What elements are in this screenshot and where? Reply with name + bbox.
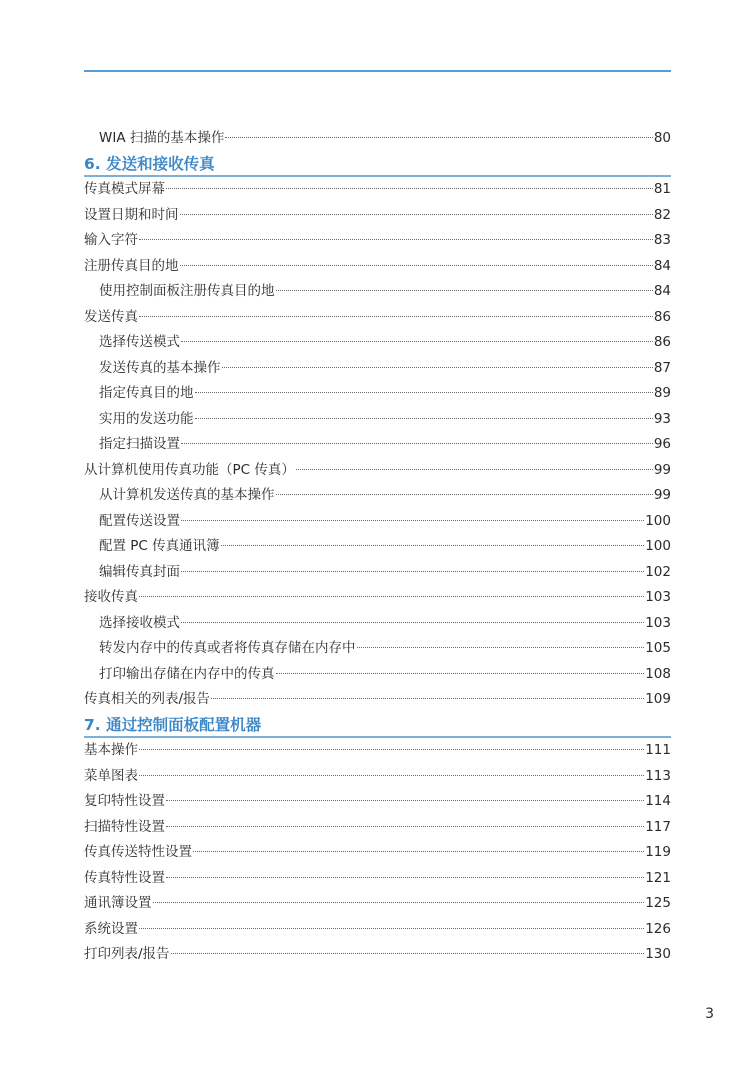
dot-leader [166,800,644,801]
toc-entry-label: 打印列表/报告 [84,946,170,962]
toc-entry-page: 83 [653,232,671,248]
dot-leader [181,622,644,623]
toc-subentry[interactable] [84,432,671,458]
dot-leader [276,494,653,495]
dot-leader [357,647,645,648]
toc-subentry[interactable] [84,509,671,535]
toc-subentry[interactable] [84,483,671,509]
toc-entry-label: 注册传真目的地 [84,257,179,274]
dot-leader [180,265,653,266]
toc-entry-page: 89 [653,385,671,401]
dot-leader [153,902,645,903]
toc-subentry[interactable] [84,381,671,407]
dot-leader [222,367,653,368]
toc-entry-label: 转发内存中的传真或者将传真存储在内存中 [99,640,356,656]
toc-entry-label: 使用控制面板注册传真目的地 [99,283,275,299]
toc-subentry[interactable] [84,611,671,637]
toc-entry-label: 配置 PC 传真通讯簿 [99,538,220,554]
dot-leader [139,316,653,317]
toc-entry[interactable] [84,738,671,764]
toc-entry[interactable] [84,866,671,892]
toc-entry-page: 126 [645,920,671,937]
toc-entry-page: 86 [653,334,671,350]
toc-entry-label: 输入字符 [84,232,138,248]
dot-leader [276,290,653,291]
chapter-heading[interactable]: 7. 通过控制面板配置机器 [84,713,671,739]
toc-entry-page: 117 [645,818,671,835]
chapter-heading[interactable]: 6. 发送和接收传真 [84,152,671,178]
toc-entry-label: 设置日期和时间 [84,206,179,223]
toc-entry[interactable] [84,764,671,790]
dot-leader [221,545,645,546]
toc-entry-page: 102 [645,563,671,580]
header-rule [84,70,671,72]
toc-entry-label: 通讯簿设置 [84,895,152,911]
toc-entry[interactable] [84,585,671,611]
dot-leader [139,596,644,597]
toc-entry-label: 发送传真 [84,308,138,325]
toc-entry-label: 从计算机使用传真功能（PC 传真） [84,461,295,478]
toc-entry[interactable] [84,305,671,331]
toc-subentry[interactable] [84,534,671,560]
toc-entry[interactable] [84,942,671,968]
dot-leader [193,851,644,852]
dot-leader [166,188,653,189]
dot-leader [181,341,653,342]
toc-entry[interactable] [84,891,671,917]
toc-entry-label: 传真模式屏幕 [84,181,165,197]
toc-entry-label: 打印输出存储在内存中的传真 [99,665,275,682]
toc-subentry[interactable] [84,330,671,356]
dot-leader [195,418,653,419]
toc-entry-label: 接收传真 [84,589,138,605]
toc-entry[interactable] [84,203,671,229]
dot-leader [166,826,644,827]
toc-entry-page: 96 [653,436,671,452]
table-of-contents [84,126,671,968]
toc-entry-page: 84 [653,257,671,274]
toc-entry[interactable] [84,687,671,713]
toc-entry-label: 指定扫描设置 [99,436,180,452]
toc-entry-page: 108 [645,665,671,682]
dot-leader [181,443,653,444]
toc-entry[interactable] [84,789,671,815]
toc-entry-page: 93 [653,410,671,427]
toc-subentry[interactable] [84,407,671,433]
toc-entry-label: 菜单图表 [84,767,138,784]
toc-entry-label: 扫描特性设置 [84,818,165,835]
toc-entry-page: 80 [653,130,671,146]
toc-subentry[interactable] [84,560,671,586]
dot-leader [139,239,653,240]
toc-entry[interactable] [84,177,671,203]
toc-entry-label: 传真相关的列表/报告 [84,691,211,707]
toc-entry[interactable] [84,228,671,254]
toc-entry[interactable] [84,458,671,484]
dot-leader [181,571,644,572]
toc-entry-label: 编辑传真封面 [99,563,180,580]
dot-leader [171,953,645,954]
toc-entry-page: 82 [653,206,671,223]
toc-entry-page: 109 [645,691,671,707]
page-number: 3 [705,1006,714,1022]
toc-subentry[interactable] [84,636,671,662]
toc-entry-label: 实用的发送功能 [99,410,194,427]
toc-entry-label: 基本操作 [84,742,138,758]
toc-entry-page: 125 [645,895,671,911]
toc-entry-page: 103 [645,614,671,631]
toc-entry-label: 复印特性设置 [84,793,165,809]
toc-subentry[interactable] [84,126,671,152]
toc-entry-page: 99 [653,461,671,478]
toc-subentry[interactable] [84,356,671,382]
toc-entry-page: 105 [645,640,671,656]
toc-entry[interactable] [84,917,671,943]
dot-leader [180,214,653,215]
toc-entry-label: 配置传送设置 [99,512,180,529]
toc-entry-label: 选择传送模式 [99,334,180,350]
toc-entry-label: 从计算机发送传真的基本操作 [99,487,275,503]
toc-entry-page: 111 [645,742,671,758]
dot-leader [139,928,644,929]
dot-leader [211,698,644,699]
toc-entry-page: 87 [653,359,671,376]
toc-entry[interactable] [84,254,671,280]
dot-leader [139,775,644,776]
toc-entry-page: 100 [645,512,671,529]
toc-entry-label: 系统设置 [84,920,138,937]
toc-entry[interactable] [84,815,671,841]
dot-leader [166,877,644,878]
toc-entry-page: 114 [645,793,671,809]
toc-entry-page: 130 [645,946,671,962]
toc-entry-label: WIA 扫描的基本操作 [99,130,225,146]
toc-subentry[interactable] [84,662,671,688]
toc-entry-page: 103 [645,589,671,605]
dot-leader [195,392,653,393]
toc-entry-label: 选择接收模式 [99,614,180,631]
toc-entry-page: 81 [653,181,671,197]
toc-entry-page: 99 [653,487,671,503]
toc-entry-page: 121 [645,869,671,886]
toc-entry-label: 发送传真的基本操作 [99,359,221,376]
dot-leader [139,749,644,750]
dot-leader [276,673,645,674]
toc-entry-label: 指定传真目的地 [99,385,194,401]
toc-entry-page: 119 [645,844,671,860]
toc-entry[interactable] [84,840,671,866]
dot-leader [181,520,644,521]
toc-entry-page: 86 [653,308,671,325]
dot-leader [225,137,652,138]
dot-leader [296,469,653,470]
toc-entry-page: 113 [645,767,671,784]
toc-entry-label: 传真传送特性设置 [84,844,192,860]
toc-entry-page: 84 [653,283,671,299]
toc-entry-page: 100 [645,538,671,554]
toc-entry-label: 传真特性设置 [84,869,165,886]
toc-subentry[interactable] [84,279,671,305]
